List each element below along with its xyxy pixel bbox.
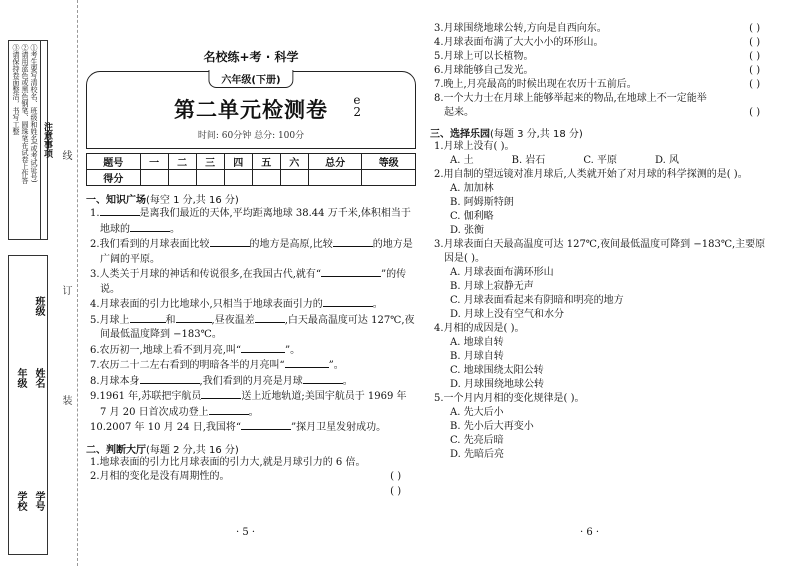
section-label: 二、判断大厅: [86, 444, 146, 456]
question-1-4: 4.月球表面的引力比地球小,只相当于地球表面引力的 。: [90, 299, 383, 310]
note-line: ③请保持卷面整洁，书写工整: [12, 44, 20, 135]
answer-paren[interactable]: ( ): [749, 23, 761, 34]
answer-blank[interactable]: [201, 389, 241, 399]
score-cell: 题号: [87, 154, 141, 170]
option[interactable]: A. 土: [450, 155, 474, 166]
decor-glyph: e 2: [353, 93, 361, 119]
question-2-3: 3.月球围绕地球公转,方向是自西向东。 ( ): [430, 22, 775, 36]
name-label: 姓名: [33, 368, 44, 388]
answer-blank[interactable]: [321, 267, 381, 277]
note-line: ①考生要写清校名、班级和姓名(或考试证号): [30, 44, 38, 183]
option[interactable]: A. 先大后小: [450, 407, 504, 418]
page-number: · 5 ·: [236, 527, 256, 538]
grade-tab: 六年级(下册): [208, 70, 293, 88]
option[interactable]: C. 月球表面看起来有阴暗和明亮的地方: [450, 295, 624, 306]
option[interactable]: B. 阿姆斯特朗: [450, 197, 514, 208]
student-id-label: 学号: [33, 491, 44, 511]
brand-title: 名校练+考 · 科学: [203, 50, 299, 64]
score-cell: 六: [280, 154, 308, 170]
page-number: · 6 ·: [580, 527, 600, 538]
grade-label: 年级: [15, 368, 26, 388]
score-header-row: [87, 154, 416, 170]
section-1-title: [86, 191, 416, 206]
answer-blank[interactable]: [303, 374, 343, 384]
question-3-4: 4.月相的成因是( )。: [434, 323, 525, 334]
answer-blank[interactable]: [255, 313, 285, 323]
score-input-cell[interactable]: [362, 170, 416, 186]
answer-paren[interactable]: ( ): [749, 107, 761, 118]
question-1-10: 10.2007 年 10 月 24 日,我国将“ ”探月卫星发射成功。: [90, 422, 387, 433]
answer-blank[interactable]: [176, 313, 212, 323]
notes-box: [8, 40, 52, 240]
title-box: [86, 71, 416, 149]
score-input-cell[interactable]: [308, 170, 362, 186]
question-1-7: 7.农历二十二左右看到的明暗各半的月亮叫“ ”。: [90, 360, 344, 371]
student-info-box: [8, 255, 48, 555]
notes-lines: [9, 41, 40, 239]
option[interactable]: C. 平原: [583, 155, 617, 166]
option[interactable]: D. 风: [654, 155, 679, 166]
question-2-1: 1.地球表面的引力比月球表面的引力大,就是月球引力的 6 倍。 ( ): [86, 456, 416, 471]
section-points: (每空 1 分,共 16 分): [146, 195, 239, 206]
page-5: [86, 0, 416, 566]
answer-blank[interactable]: [100, 206, 140, 216]
question-3-3: 3.月球表面白天最高温度可达 127℃,夜间最低温度可降到 −183℃,主要原因是( )。: [434, 239, 766, 264]
option[interactable]: C. 伽利略: [450, 211, 494, 222]
score-cell: 四: [224, 154, 252, 170]
question-2-6: 6.月球能够自己发光。 ( ): [430, 64, 775, 78]
question-2-7: 7.晚上,月亮最高的时候出现在农历十五前后。 ( ): [430, 78, 775, 92]
score-input-cell[interactable]: [224, 170, 252, 186]
note-line: ②请用蓝色或黑色钢笔、圆珠笔在试卷上作答: [21, 44, 29, 184]
score-table: [86, 153, 416, 186]
answer-blank[interactable]: [130, 313, 166, 323]
question-1-9: 9.1961 年,苏联把宇航员 送上近地轨道;美国宇航员于 1969 年 7 月 20 日首次成功登上 。: [90, 391, 407, 418]
question-1-5: 5.月球上 和 ,昼夜温差 ,白天最高温度可达 127℃,夜间最低温度降到 −183℃。: [90, 314, 415, 340]
question-3-5: 5.一个月内月相的变化规律是( )。: [434, 393, 585, 404]
answer-blank[interactable]: [130, 222, 170, 232]
option[interactable]: D. 张衡: [450, 225, 485, 236]
section-label: 一、知识广场: [86, 195, 146, 206]
answer-paren[interactable]: ( ): [390, 485, 402, 497]
answer-blank[interactable]: [285, 358, 329, 368]
answer-blank[interactable]: [209, 405, 249, 415]
answer-paren[interactable]: ( ): [749, 65, 761, 76]
answer-blank[interactable]: [241, 420, 291, 430]
option[interactable]: B. 岩石: [511, 155, 546, 166]
cut-mark-staple: 装: [60, 395, 71, 405]
page-6: [430, 0, 775, 566]
question-2-4: 4.月球表面布满了大大小小的环形山。 ( ): [430, 36, 775, 50]
section-3-title: [430, 125, 775, 140]
notes-title: 注意事项: [40, 41, 54, 239]
section-points: (每题 3 分,共 18 分): [490, 129, 583, 140]
score-input-cell[interactable]: [140, 170, 168, 186]
question-3-1: 1.月球上没有( )。: [434, 141, 515, 152]
score-input-cell[interactable]: [280, 170, 308, 186]
score-cell: 总分: [308, 154, 362, 170]
option[interactable]: D. 月球上没有空气和水分: [450, 309, 565, 320]
option[interactable]: C. 地球围绕太阳公转: [450, 365, 544, 376]
question-3-2: 2.用自制的望远镜对准月球后,人类就开始了对月球的科学探测的是( )。: [434, 169, 748, 180]
question-1-8: 8.月球本身 ,我们看到的月亮是月球 。: [90, 375, 353, 387]
score-cell: 等级: [362, 154, 416, 170]
question-2-8: 8.一个大力士在月球上能够举起来的物品,在地球上不一定能举 起来。 ( ): [430, 92, 775, 120]
exam-meta: 时间: 60分钟 总分: 100分: [197, 131, 305, 141]
score-cell: 二: [168, 154, 196, 170]
question-2-2: 2.月相的变化是没有周期性的。 ( ): [86, 470, 416, 485]
cut-mark-line: 线: [60, 150, 71, 160]
school-label: 学校: [15, 491, 26, 511]
class-label: 班级: [33, 296, 44, 316]
question-1-1: 1. 是离我们最近的天体,平均距离地球 38.44 万千米,体积相当于地球的 。: [90, 208, 411, 235]
option[interactable]: B. 月球自转: [450, 351, 504, 362]
page-title: 第二单元检测卷: [174, 98, 328, 122]
answer-blank[interactable]: [323, 297, 373, 307]
option[interactable]: A. 加加林: [450, 183, 494, 194]
option[interactable]: D. 先暗后亮: [450, 449, 505, 460]
option[interactable]: D. 月球围绕地球公转: [450, 379, 545, 390]
score-input-cell[interactable]: [168, 170, 196, 186]
option[interactable]: A. 月球表面布满环形山: [450, 267, 554, 278]
answer-blank[interactable]: [210, 237, 250, 247]
score-input-cell[interactable]: [252, 170, 280, 186]
score-input-cell[interactable]: [196, 170, 224, 186]
score-cell: 一: [140, 154, 168, 170]
section-2-title: [86, 441, 416, 456]
section-points: (每题 2 分,共 16 分): [146, 444, 239, 456]
option[interactable]: B. 先小后大再变小: [450, 421, 534, 432]
question-3-1-options: [430, 154, 775, 168]
option[interactable]: B. 月球上寂静无声: [450, 281, 534, 292]
question-1-2: 2.我们看到的月球表面比较 的地方是高原,比较 的地方是广阔的平原。: [90, 239, 413, 265]
cut-mark-bind: 订: [60, 285, 71, 295]
binding-margin: [0, 0, 78, 566]
score-cell: 三: [196, 154, 224, 170]
answer-paren[interactable]: ( ): [749, 51, 761, 62]
question-1-6: 6.农历初一,地球上看不到月亮,叫“ ”。: [90, 344, 301, 356]
answer-paren[interactable]: ( ): [749, 79, 761, 90]
answer-blank[interactable]: [140, 374, 200, 384]
score-cell: 得分: [87, 170, 141, 186]
section-label: 三、选择乐园: [430, 129, 490, 140]
option[interactable]: A. 地球自转: [450, 337, 504, 348]
answer-paren[interactable]: ( ): [390, 471, 402, 482]
answer-blank[interactable]: [333, 237, 373, 247]
option[interactable]: C. 先亮后暗: [450, 435, 504, 446]
score-value-row: [87, 170, 416, 186]
answer-blank[interactable]: [241, 343, 285, 353]
question-1-3: 3.人类关于月球的神话和传说很多,在我国古代,就有“ ”的传说。: [90, 269, 407, 295]
score-cell: 五: [252, 154, 280, 170]
answer-paren[interactable]: ( ): [749, 37, 761, 48]
question-2-5: 5.月球上可以长植物。 ( ): [430, 50, 775, 64]
